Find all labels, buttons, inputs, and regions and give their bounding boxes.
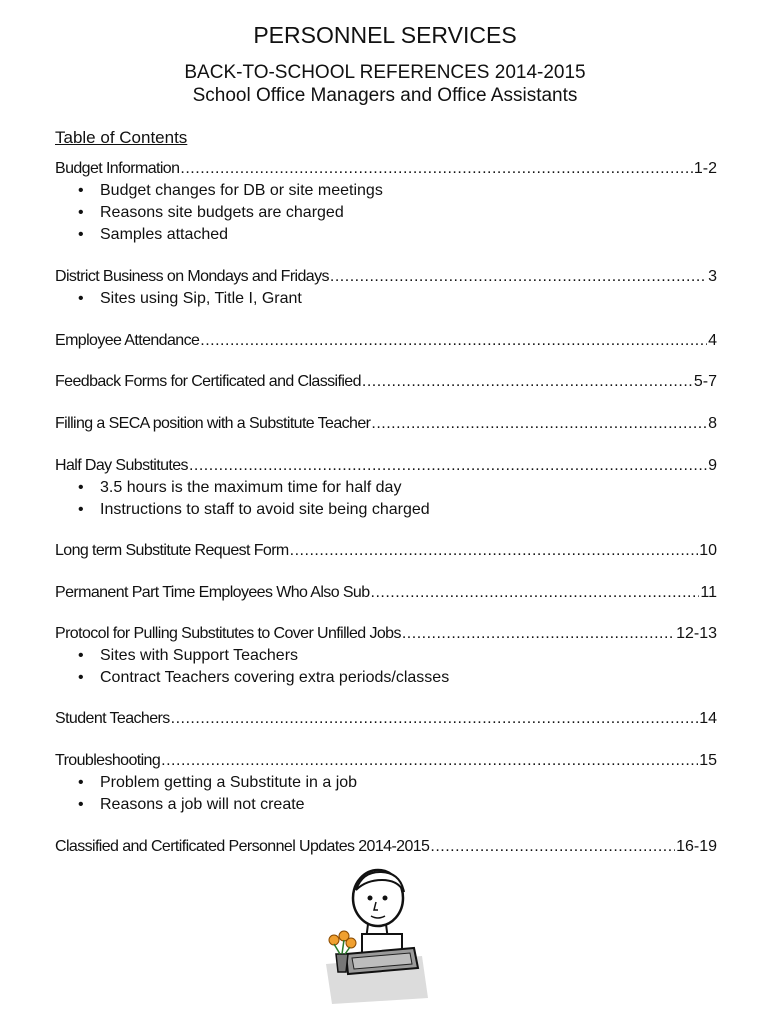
toc-entry-page: 15 — [699, 752, 717, 769]
toc-bullet-item — [78, 774, 357, 792]
toc-entry-page: 3 — [708, 268, 717, 285]
toc-bullet-text: Budget changes for DB or site meetings — [100, 182, 383, 199]
toc-entry-title: Classified and Certificated Personnel Updates 2014-2015 — [55, 838, 430, 855]
bullet-icon: • — [78, 501, 84, 518]
toc-bullet-text: Contract Teachers covering extra periods/classes — [100, 669, 450, 686]
toc-entry-page: 4 — [708, 332, 717, 349]
toc-bullet-item — [78, 204, 344, 222]
bullet-icon: • — [78, 290, 84, 307]
toc-entry-title: Protocol for Pulling Substitutes to Cover Unfilled Jobs — [55, 625, 401, 642]
toc-entry-page: 11 — [700, 584, 717, 601]
toc-entry-page: 10 — [699, 542, 717, 559]
toc-entry — [55, 625, 717, 643]
toc-entry-title: Feedback Forms for Certificated and Classified — [55, 373, 361, 390]
toc-entry-title: Filling a SECA position with a Substitute Teacher — [55, 415, 371, 432]
toc-entry — [55, 584, 717, 602]
toc-bullet-text: Samples attached — [100, 226, 229, 243]
toc-bullet-item — [78, 796, 305, 814]
toc-entry-page: 5-7 — [693, 373, 717, 390]
page-subtitle-audience: School Office Managers and Office Assistants — [192, 85, 578, 106]
bullet-icon: • — [78, 479, 84, 496]
toc-bullet-text: Sites with Support Teachers — [100, 647, 299, 664]
toc-bullet-text: Instructions to staff to avoid site being charged — [100, 501, 430, 518]
toc-entry-title: Permanent Part Time Employees Who Also Sub — [55, 584, 370, 601]
toc-bullet-item — [78, 501, 430, 519]
toc-bullet-text: Sites using Sip, Title I, Grant — [100, 290, 302, 307]
toc-bullet-text: Reasons site budgets are charged — [100, 204, 344, 221]
toc-entry-page: 1-2 — [693, 160, 717, 177]
toc-leader-dots — [362, 373, 693, 391]
toc-heading: Table of Contents — [55, 128, 188, 147]
toc-entry-page: 16-19 — [676, 838, 717, 855]
toc-leader-dots — [189, 457, 707, 475]
toc-bullet-text: 3.5 hours is the maximum time for half day — [100, 479, 402, 496]
toc-leader-dots — [171, 710, 699, 728]
toc-entry — [55, 373, 717, 391]
bullet-icon: • — [78, 647, 84, 664]
toc-entry-title: Budget Information — [55, 160, 180, 177]
toc-entry-title: Half Day Substitutes — [55, 457, 188, 474]
office-worker-at-computer-icon — [318, 868, 430, 1006]
toc-bullet-item — [78, 182, 383, 200]
toc-leader-dots — [430, 838, 675, 856]
toc-entry — [55, 332, 717, 350]
toc-leader-dots — [371, 584, 700, 602]
toc-entry — [55, 415, 717, 433]
toc-entry-title: Troubleshooting — [55, 752, 161, 769]
toc-bullet-item — [78, 290, 302, 308]
bullet-icon: • — [78, 669, 84, 686]
toc-entry-page: 12-13 — [676, 625, 717, 642]
toc-bullet-item — [78, 479, 401, 497]
toc-leader-dots — [180, 160, 692, 178]
bullet-icon: • — [78, 182, 84, 199]
toc-entry — [55, 542, 717, 560]
toc-entry-page: 14 — [699, 710, 717, 727]
toc-entry — [55, 838, 717, 856]
toc-entry — [55, 752, 717, 770]
toc-entry-page: 9 — [708, 457, 717, 474]
toc-bullet-text: Reasons a job will not create — [100, 796, 305, 813]
bullet-icon: • — [78, 796, 84, 813]
toc-bullet-item — [78, 226, 228, 244]
bullet-icon: • — [78, 204, 84, 221]
toc-leader-dots — [200, 332, 707, 350]
toc-entry-page: 8 — [708, 415, 717, 432]
bullet-icon: • — [78, 226, 84, 243]
toc-entry — [55, 268, 717, 286]
toc-leader-dots — [290, 542, 699, 560]
toc-leader-dots — [161, 752, 698, 770]
toc-bullet-item — [78, 669, 449, 687]
toc-bullet-item — [78, 647, 298, 665]
page-title: PERSONNEL SERVICES — [253, 22, 517, 48]
toc-leader-dots — [371, 415, 707, 433]
bullet-icon: • — [78, 774, 84, 791]
toc-leader-dots — [330, 268, 707, 286]
page-subtitle: BACK-TO-SCHOOL REFERENCES 2014-2015 — [184, 62, 586, 83]
toc-leader-dots — [402, 625, 675, 643]
toc-entry-title: District Business on Mondays and Fridays — [55, 268, 329, 285]
toc-entry — [55, 160, 717, 178]
toc-bullet-text: Problem getting a Substitute in a job — [100, 774, 358, 791]
toc-entry-title: Long term Substitute Request Form — [55, 542, 289, 559]
toc-entry — [55, 457, 717, 475]
toc-entry-title: Employee Attendance — [55, 332, 200, 349]
toc-entry — [55, 710, 717, 728]
toc-entry-title: Student Teachers — [55, 710, 170, 727]
